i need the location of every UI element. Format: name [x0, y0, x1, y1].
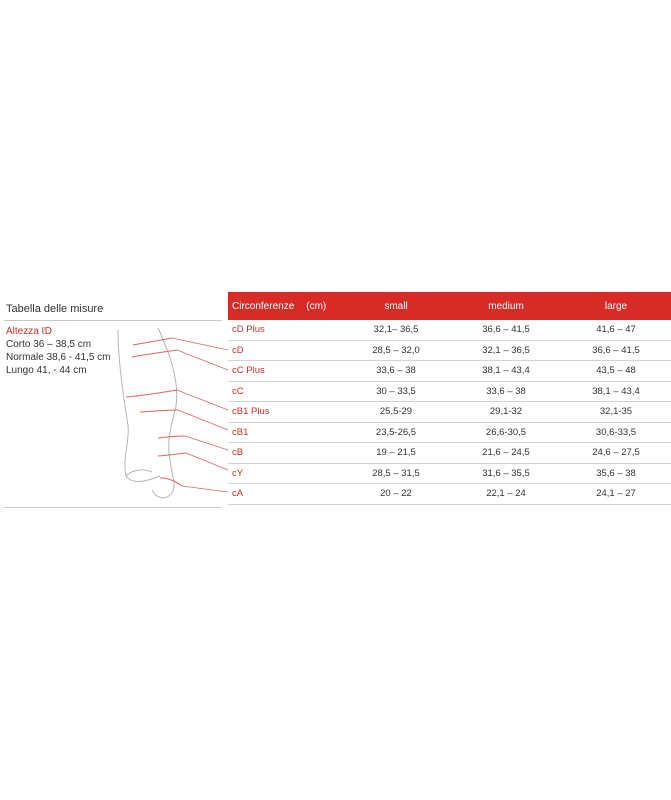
cell-medium: 31,6 – 35,5 [482, 467, 530, 479]
row-label: cB [232, 447, 244, 459]
table-row [228, 320, 671, 341]
cell-large: 35,6 – 38 [596, 467, 636, 479]
cell-medium: 29,1-32 [489, 406, 523, 418]
table-header [228, 292, 671, 320]
row-label: cD Plus [232, 324, 265, 336]
cell-large: 32,1-35 [599, 406, 633, 418]
table-row [228, 382, 671, 403]
table-row [228, 423, 671, 444]
row-label: cC [232, 385, 244, 397]
height-long: Lungo 41, - 44 cm [6, 365, 87, 376]
cell-small: 28,5 – 31,5 [372, 467, 420, 479]
cell-large: 24,1 – 27 [596, 488, 636, 500]
cell-small: 28,5 – 32,0 [372, 344, 420, 356]
left-bottom-divider [4, 507, 222, 508]
header-label-cell [228, 301, 341, 312]
height-title: Altezza ℓD [6, 326, 53, 337]
header-medium: medium [488, 300, 524, 312]
cell-small: 19 – 21,5 [376, 447, 416, 459]
header-unit: (cm) [306, 300, 327, 312]
cell-large: 43,5 – 48 [596, 365, 636, 377]
cell-small: 25,5-29 [379, 406, 413, 418]
table-row [228, 341, 671, 362]
cell-small: 23,5-26,5 [375, 426, 417, 438]
leg-illustration [0, 320, 230, 510]
cell-medium: 22,1 – 24 [486, 488, 526, 500]
cell-medium: 33,6 – 38 [486, 385, 526, 397]
table-row [228, 464, 671, 485]
height-short: Corto 36 – 38,5 cm [6, 339, 92, 350]
header-large: large [604, 300, 628, 312]
cell-small: 33,6 – 38 [376, 365, 416, 377]
row-label: cA [232, 488, 244, 500]
cell-medium: 26,6-30,5 [485, 426, 527, 438]
cell-medium: 38,1 – 43,4 [482, 365, 530, 377]
cell-large: 24,6 – 27,5 [592, 447, 640, 459]
cell-large: 41,6 – 47 [596, 324, 636, 336]
size-chart-title: Tabella delle misure [6, 303, 104, 315]
cell-small: 30 – 33,5 [376, 385, 416, 397]
height-normal: Normale 38,6 - 41,5 cm [6, 352, 111, 363]
cell-large: 36,6 – 41,5 [592, 344, 640, 356]
table-row [228, 361, 671, 382]
cell-small: 32,1– 36,5 [373, 324, 419, 336]
table-row [228, 402, 671, 423]
table-row [228, 443, 671, 464]
cell-medium: 36,6 – 41,5 [482, 324, 530, 336]
header-small: small [384, 300, 408, 312]
cell-small: 20 – 22 [380, 488, 412, 500]
row-label: cB1 [232, 426, 249, 438]
size-table [228, 292, 671, 505]
row-label: cD [232, 344, 244, 356]
row-label: cY [232, 467, 244, 479]
row-label: cB1 Plus [232, 406, 270, 418]
row-label: cC Plus [232, 365, 265, 377]
cell-medium: 21,6 – 24,5 [482, 447, 530, 459]
header-circumference: Circonferenze [232, 300, 295, 312]
cell-large: 30,6-33,5 [595, 426, 637, 438]
cell-medium: 32,1 – 36,5 [482, 344, 530, 356]
table-row [228, 484, 671, 505]
cell-large: 38,1 – 43,4 [592, 385, 640, 397]
